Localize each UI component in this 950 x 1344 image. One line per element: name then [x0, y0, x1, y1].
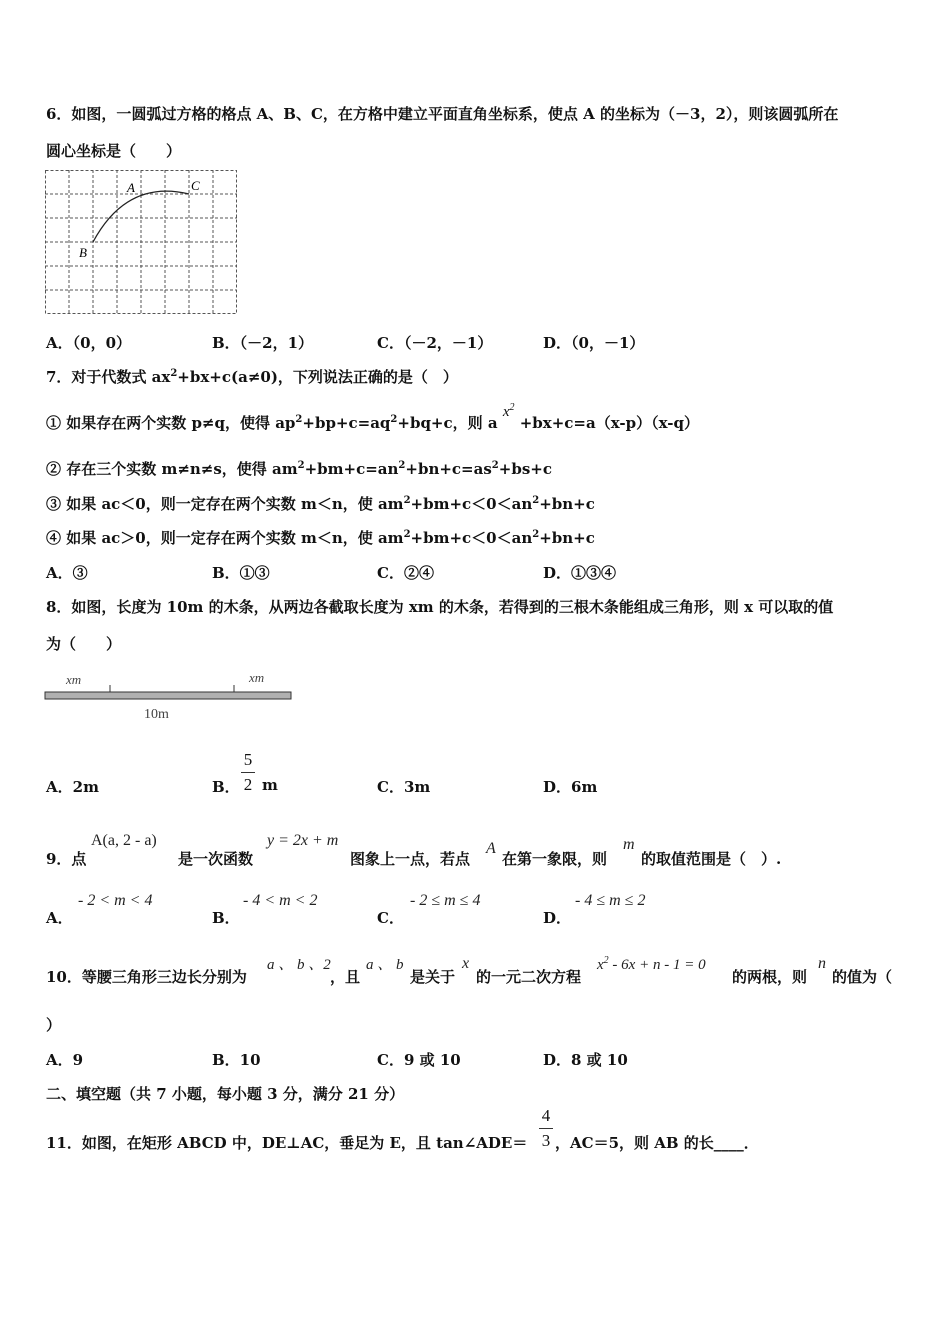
q8-line2: 为（ ） — [46, 635, 122, 653]
q7-statement-2: ② 存在三个实数 m≠n≠s，使得 $am^2+bm+c=an^2+bn+c=as^2+bs+c$ — [46, 460, 552, 478]
q7-stem: 7．对于代数式 $ax^2+bx+c(a\ne 0)$，下列说法正确的是（ ） — [46, 368, 458, 386]
q9-option-c-letter[interactable]: C． — [377, 909, 404, 927]
q9-point: A(a, 2 - a) — [91, 832, 157, 849]
q7-option-d[interactable]: D．①③④ — [543, 564, 617, 582]
q8-option-b[interactable]: B． — [212, 778, 240, 796]
q9-option-d-letter[interactable]: D． — [543, 909, 572, 927]
q10-text-2: 是关于 — [410, 968, 456, 986]
q7-option-a[interactable]: A．③ — [46, 564, 88, 582]
q8-stick-figure — [44, 668, 294, 723]
q6-line1: 6．如图，一圆弧过方格的格点 A、B、C，在方格中建立平面直角坐标系，使点 A 的坐标为（－3，2），则该圆弧所在 — [46, 105, 839, 123]
q10-option-d[interactable]: D．8 或 10 — [543, 1051, 628, 1069]
q8-stick — [45, 692, 291, 699]
q9-text-3: 在第一象限，则 — [502, 850, 608, 868]
q9-m: m — [623, 836, 635, 853]
q6-line2: 圆心坐标是（ ） — [46, 142, 182, 160]
q9-point-a: A — [486, 840, 496, 857]
q10-text-3: 的一元二次方程 — [476, 968, 582, 986]
q6-option-a[interactable]: A．（0，0） — [46, 334, 132, 352]
q10-line2: ） — [46, 1016, 62, 1034]
q9-text-1: 是一次函数 — [178, 850, 254, 868]
q10-option-c[interactable]: C．9 或 10 — [377, 1051, 461, 1069]
q6-option-b[interactable]: B．（－2，1） — [212, 334, 314, 352]
q7-option-b[interactable]: B．①③ — [212, 564, 270, 582]
q8-option-c[interactable]: C．3m — [377, 778, 431, 796]
q6-option-d[interactable]: D．（0，－1） — [543, 334, 645, 352]
section-2-heading: 二、填空题（共 7 小题，每小题 3 分，满分 21 分） — [46, 1085, 405, 1103]
q7-statement-1: ① 如果存在两个实数 p≠q，使得 $ap^2+bp+c=aq^2+bq+c$，则 a $x^2 +bx+c=a(x-p)(x-q)$ — [46, 402, 700, 432]
q10-text-1: ，且 — [330, 968, 361, 986]
q9-option-a-letter[interactable]: A． — [46, 909, 73, 927]
q9-option-a[interactable]: - 2 < m < 4 — [78, 892, 153, 909]
q10-ab: a 、 b — [366, 957, 404, 973]
q10-sides: a 、 b 、2 — [267, 957, 331, 973]
q9-option-b[interactable]: - 4 < m < 2 — [243, 892, 318, 909]
q8-label-total: 10m — [144, 707, 169, 722]
q6-label-a: A — [127, 180, 135, 195]
q9-option-c[interactable]: - 2 ≤ m ≤ 4 — [410, 892, 481, 909]
q6-label-c: C — [191, 178, 200, 193]
q10-equation: $x^2 - 6x + n - 1 = 0$ — [597, 955, 706, 973]
q8-option-b-fraction: 5 2 — [241, 750, 255, 795]
q11-part2: ，AC＝5，则 AB 的长____． — [555, 1134, 759, 1152]
q11-fraction: 4 3 — [539, 1106, 553, 1151]
q7-statement-3: ③ 如果 ac＜0，则一定存在两个实数 m＜n，使 $am^2+bm+c<0<an^2+bn+c$ — [46, 495, 595, 513]
q8-line1: 8．如图，长度为 10m 的木条，从两边各截取长度为 xm 的木条，若得到的三根木条能组成三角形，则 x 可以取的值 — [46, 598, 834, 616]
q6-label-b: B — [79, 245, 87, 260]
q7-statement-4: ④ 如果 ac＞0，则一定存在两个实数 m＜n，使 $am^2+bm+c<0<an^2+bn+c$ — [46, 529, 595, 547]
q10-option-a[interactable]: A．9 — [46, 1051, 84, 1069]
q8-option-d[interactable]: D．6m — [543, 778, 598, 796]
q8-option-b-unit: m — [262, 776, 278, 794]
q8-label-left: xm — [66, 672, 82, 687]
q8-option-a[interactable]: A．2m — [46, 778, 99, 796]
q11-part1: 11．如图，在矩形 ABCD 中，DE⊥AC，垂足为 E，且 tan∠ADE＝ — [46, 1134, 528, 1152]
q10-option-b[interactable]: B．10 — [212, 1051, 261, 1069]
q9-prefix: 9．点 — [46, 850, 87, 868]
q10-prefix: 10．等腰三角形三边长分别为 — [46, 968, 247, 986]
q10-x: x — [462, 955, 470, 972]
q9-option-b-letter[interactable]: B． — [212, 909, 240, 927]
q6-option-c[interactable]: C．（－2，－1） — [377, 334, 493, 352]
q10-text-4: 的两根，则 — [732, 968, 808, 986]
q9-function: y = 2x + m — [267, 832, 339, 849]
q6-grid-figure — [45, 170, 238, 315]
q9-text-4: 的取值范围是（ ）. — [641, 850, 782, 868]
q8-label-right: xm — [249, 670, 265, 685]
q10-text-5: 的值为（ — [832, 968, 893, 986]
q10-n: n — [818, 955, 826, 972]
q7-option-c[interactable]: C．②④ — [377, 564, 434, 582]
q9-text-2: 图象上一点，若点 — [350, 850, 471, 868]
q9-option-d[interactable]: - 4 ≤ m ≤ 2 — [575, 892, 646, 909]
